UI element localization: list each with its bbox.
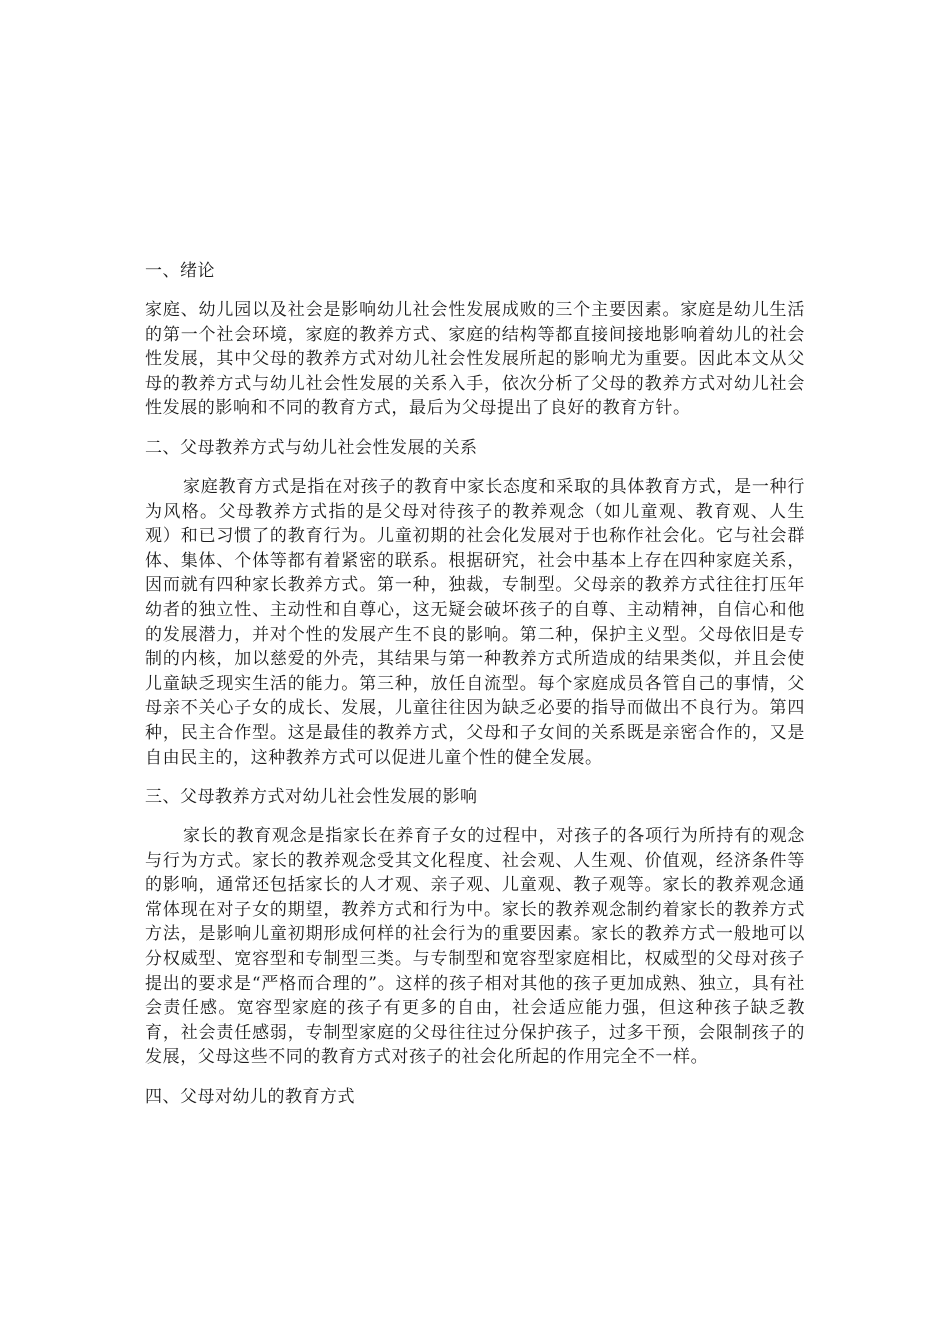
section-2-paragraph: 家庭教育方式是指在对孩子的教育中家长态度和采取的具体教育方式，是一种行为风格。父母教养方式指的是父母对待孩子的教养观念（如儿童观、教育观、人生观）和已习惯了的教育行为。儿童初期的社会化发展对于也称作社会化。它与社会群体、集体、个体等都有着紧密的联系。根据研究，社会中基本上存在四种家庭关系，因而就有四种家长教养方式。第一种，独裁，专制型。父母亲的教养方式往往打压年幼者的独立性、主动性和自尊心，这无疑会破坏孩子的自尊、主动精神，自信心和他的发展潜力，并对个性的发展产生不良的影响。第二种，保护主义型。父母依旧是专制的内核，加以慈爱的外壳，其结果与第一种教养方式所造成的结果类似，并且会使儿童缺乏现实生活的能力。第三种，放任自流型。每个家庭成员各管自己的事情，父母亲不关心子女的成长、发展，儿童往往因为缺乏必要的指导而做出不良行为。第四种，民主合作型。这是最佳的教养方式，父母和子女间的关系既是亲密合作的，又是自由民主的，这种教养方式可以促进儿童个性的健全发展。 — [145, 476, 805, 768]
section-4-heading: 四、父母对幼儿的教育方式 — [145, 1087, 355, 1108]
section-1-heading: 一、绪论 — [145, 261, 215, 281]
section-1-paragraph: 家庭、幼儿园以及社会是影响幼儿社会性发展成败的三个主要因素。家庭是幼儿生活的第一个社会环境，家庭的教养方式、家庭的结构等都直接间接地影响着幼儿的社会性发展，其中父母的教养方式对幼儿社会性发展所起的影响尤为重要。因此本文从父母的教养方式与幼儿社会性发展的关系入手，依次分析了父母的教养方式对幼儿社会性发展的影响和不同的教育方式，最后为父母提出了良好的教育方针。 — [145, 300, 805, 419]
section-2-heading: 二、父母教养方式与幼儿社会性发展的关系 — [145, 437, 478, 458]
section-3-paragraph: 家长的教育观念是指家长在养育子女的过程中，对孩子的各项行为所持有的观念与行为方式。家长的教养观念受其文化程度、社会观、人生观、价值观，经济条件等的影响，通常还包括家长的人才观、亲子观、儿童观、教子观等。家长的教养观念通常体现在对子女的期望，教养方式和行为中。家长的教养观念制约着家长的教养方式方法，是影响儿童初期形成何样的社会行为的重要因素。家长的教养方式一般地可以分权威型、宽容型和专制型三类。与专制型和宽容型家庭相比，权威型的父母对孩子提出的要求是“严格而合理的”。这样的孩子相对其他的孩子更加成熟、独立，具有社会责任感。宽容型家庭的孩子有更多的自由，社会适应能力强，但这种孩子缺乏教育，社会责任感弱，专制型家庭的父母往往过分保护孩子，过多干预，会限制孩子的发展，父母这些不同的教育方式对孩子的社会化所起的作用完全不一样。 — [145, 826, 805, 1068]
document-page — [145, 258, 805, 1124]
section-3-heading: 三、父母教养方式对幼儿社会性发展的影响 — [145, 787, 478, 808]
